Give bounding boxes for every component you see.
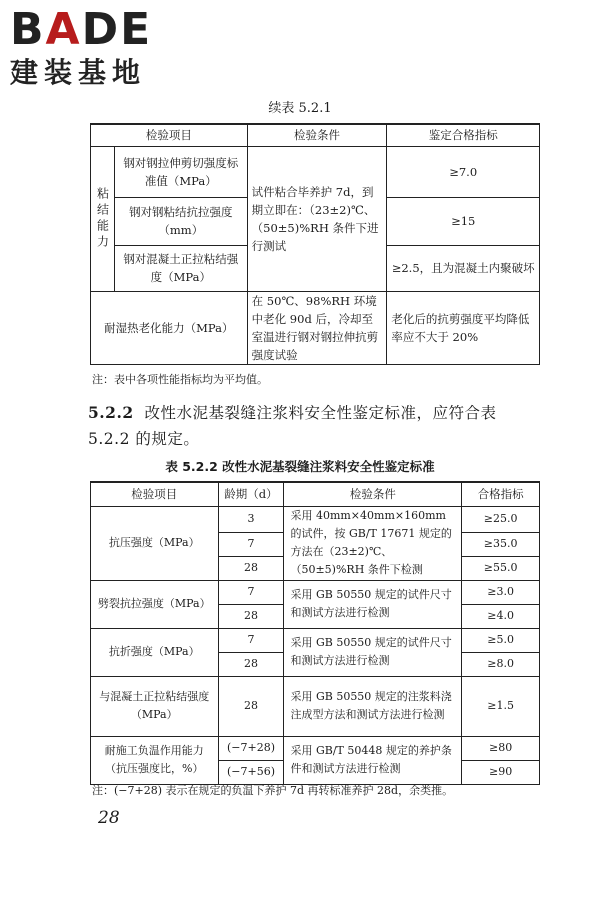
criterion-cell: ≥90 xyxy=(462,760,540,784)
age-cell: 28 xyxy=(218,676,284,736)
header-age: 龄期（d） xyxy=(218,482,284,506)
header-item: 检验项目 xyxy=(91,482,219,506)
age-cell: (−7+56) xyxy=(218,760,284,784)
condition-cell: 采用 40mm×40mm×160mm 的试件，按 GB/T 17671 规定的方法在（23±2)℃、（50±5)%RH 条件下检测 xyxy=(284,506,462,580)
item-cell: 钢对钢拉伸剪切强度标准值（MPa） xyxy=(114,146,247,197)
header-condition: 检验条件 xyxy=(247,124,387,146)
section-5-2-2 xyxy=(88,400,538,452)
age-cell: 28 xyxy=(218,652,284,676)
criterion-cell: ≥35.0 xyxy=(462,532,540,556)
criterion-cell: ≥7.0 xyxy=(387,146,540,197)
criterion-cell: ≥5.0 xyxy=(462,628,540,652)
table-row xyxy=(91,291,540,364)
condition-cell: 采用 GB 50550 规定的试件尺寸和测试方法进行检测 xyxy=(284,580,462,628)
table2-note: 注：(−7+28) 表示在规定的负温下养护 7d 再转标准养护 28d，余类推。 xyxy=(92,784,454,797)
condition-cell: 试件粘合毕养护 7d，到期立即在：（23±2)℃、（50±5)%RH 条件下进行测试 xyxy=(247,146,387,291)
age-cell: 3 xyxy=(218,506,284,532)
table2-caption: 表 5.2.2 改性水泥基裂缝注浆料安全性鉴定标准 xyxy=(165,459,435,474)
group-label: 粘结能力 xyxy=(91,146,115,291)
header-criterion: 合格指标 xyxy=(462,482,540,506)
criterion-cell: ≥2.5，且为混凝土内聚破坏 xyxy=(387,245,540,291)
age-cell: 28 xyxy=(218,604,284,628)
table-row xyxy=(91,676,540,736)
header-criterion: 鉴定合格指标 xyxy=(387,124,540,146)
age-cell: 28 xyxy=(218,556,284,580)
header-condition: 检验条件 xyxy=(284,482,462,506)
section-number: 5.2.2 xyxy=(88,403,134,422)
age-cell: (−7+28) xyxy=(218,736,284,760)
item-cell: 耐施工负温作用能力（抗压强度比，%） xyxy=(91,736,219,784)
item-cell: 耐湿热老化能力（MPa） xyxy=(91,291,248,364)
condition-cell: 采用 GB/T 50448 规定的养护条件和测试方法进行检测 xyxy=(284,736,462,784)
table-row xyxy=(91,580,540,604)
item-cell: 钢对钢粘结抗拉强度（mm） xyxy=(114,197,247,245)
table-5-2-2 xyxy=(90,481,540,785)
logo-wordmark: BADE xyxy=(10,4,153,55)
item-cell: 劈裂抗拉强度（MPa） xyxy=(91,580,219,628)
criterion-cell: ≥15 xyxy=(387,197,540,245)
item-cell: 抗折强度（MPa） xyxy=(91,628,219,676)
item-cell: 与混凝土正拉粘结强度（MPa） xyxy=(91,676,219,736)
table-row xyxy=(91,736,540,760)
table-row xyxy=(91,146,540,197)
table1-caption: 续表 5.2.1 xyxy=(268,101,332,116)
criterion-cell: ≥55.0 xyxy=(462,556,540,580)
condition-cell: 在 50℃、98%RH 环境中老化 90d 后，冷却至室温进行钢对钢拉伸抗剪强度试验 xyxy=(247,291,387,364)
criterion-cell: ≥8.0 xyxy=(462,652,540,676)
page-number: 28 xyxy=(98,808,120,828)
bade-logo xyxy=(10,6,152,90)
table-header-row xyxy=(91,482,540,506)
table-row xyxy=(91,628,540,652)
criterion-cell: ≥25.0 xyxy=(462,506,540,532)
age-cell: 7 xyxy=(218,628,284,652)
table-header-row xyxy=(91,124,540,146)
table-row xyxy=(91,506,540,532)
criterion-cell: ≥4.0 xyxy=(462,604,540,628)
age-cell: 7 xyxy=(218,532,284,556)
criterion-cell: ≥3.0 xyxy=(462,580,540,604)
condition-cell: 采用 GB 50550 规定的注浆料浇注成型方法和测试方法进行检测 xyxy=(284,676,462,736)
item-cell: 抗压强度（MPa） xyxy=(91,506,219,580)
table-5-2-1-continued xyxy=(90,123,540,365)
criterion-cell: ≥1.5 xyxy=(462,676,540,736)
item-cell: 钢对混凝土正拉粘结强度（MPa） xyxy=(114,245,247,291)
criterion-cell: ≥80 xyxy=(462,736,540,760)
logo-chinese-name: 建装基地 xyxy=(10,56,147,89)
condition-cell: 采用 GB 50550 规定的试件尺寸和测试方法进行检测 xyxy=(284,628,462,676)
table1-note: 注：表中各项性能指标均为平均值。 xyxy=(92,373,268,386)
header-item: 检验项目 xyxy=(91,124,248,146)
section-text: 改性水泥基裂缝注浆料安全性鉴定标准，应符合表 5.2.2 的规定。 xyxy=(88,404,497,448)
age-cell: 7 xyxy=(218,580,284,604)
criterion-cell: 老化后的抗剪强度平均降低率应不大于 20% xyxy=(387,291,540,364)
